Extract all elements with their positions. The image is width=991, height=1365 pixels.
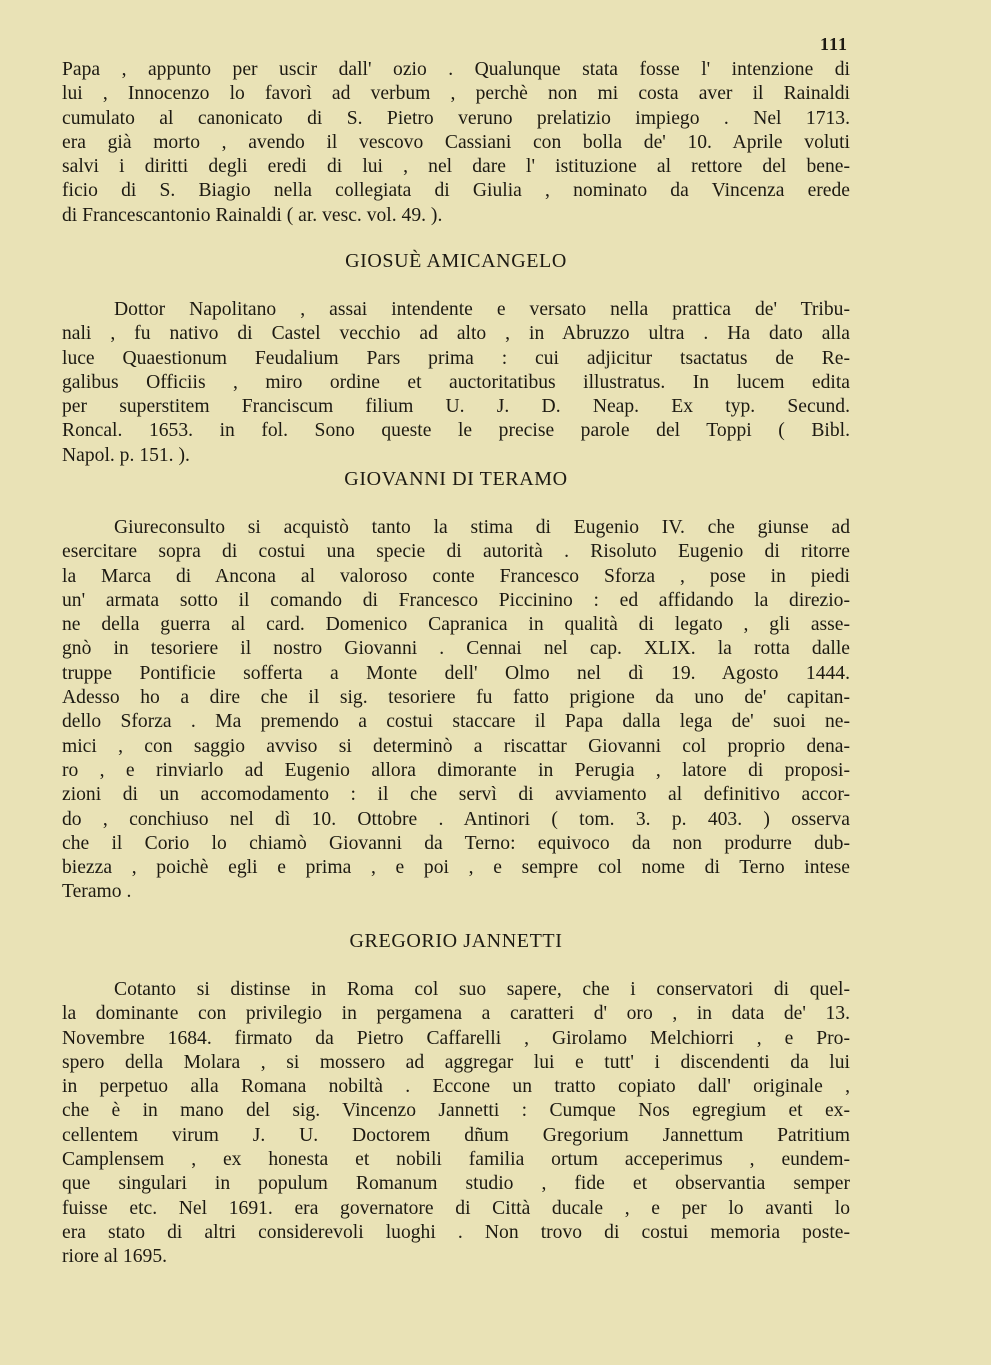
text-line: ne della guerra al card. Domenico Capranica in qualità di legato , gli asse- bbox=[62, 614, 850, 636]
text-line: in perpetuo alla Romana nobiltà . Eccone un tratto copiato dall' originale , bbox=[62, 1076, 850, 1098]
text-line: ro , e rinviarlo ad Eugenio allora dimorante in Perugia , latore di proposi- bbox=[62, 759, 850, 781]
text-line: Cotanto si distinse in Roma col suo sapere, che i conservatori di quel- bbox=[114, 979, 850, 1000]
text-line: spero della Molara , si mossero ad aggregar lui e tutt' i discendenti da lui bbox=[62, 1051, 850, 1073]
text-line: galibus Officiis , miro ordine et auctoritatibus illustratus. In lucem edita bbox=[62, 371, 850, 393]
section-heading-amicangelo: GIOSUÈ AMICANGELO bbox=[345, 250, 567, 272]
text-line: cellentem virum J. U. Doctorem dñum Gregorium Jannettum Patritium bbox=[62, 1124, 850, 1146]
text-line: Teramo . bbox=[62, 881, 132, 903]
text-line: truppe Pontificie sofferta a Monte dell' Olmo nel dì 19. Agosto 1444. bbox=[62, 662, 850, 684]
text-line: che il Corio lo chiamò Giovanni da Terno: equivoco da non produrre dub- bbox=[62, 832, 850, 854]
text-line: la dominante con privilegio in pergamena a caratteri d' oro , in data de' 13. bbox=[62, 1003, 850, 1025]
text-line: Giureconsulto si acquistò tanto la stima di Eugenio IV. che giunse ad bbox=[114, 517, 850, 538]
text-line: Papa , appunto per uscir dall' ozio . Qualunque stata fosse l' intenzione di bbox=[62, 59, 850, 80]
section-heading-jannetti: GREGORIO JANNETTI bbox=[349, 930, 563, 952]
text-line: Adesso ho a dire che il sig. tesoriere fu fatto prigione da uno de' capitan- bbox=[62, 687, 850, 709]
text-line: riore al 1695. bbox=[62, 1246, 168, 1268]
text-line: Novembre 1684. firmato da Pietro Caffarelli , Girolamo Melchiorri , e Pro- bbox=[62, 1027, 850, 1049]
text-line: luce Quaestionum Feudalium Pars prima : cui adjicitur tsactatus de Re- bbox=[62, 347, 850, 369]
text-line: esercitare sopra di costui una specie di autorità . Risoluto Eugenio di ritorre bbox=[62, 541, 850, 563]
text-line: cumulato al canonicato di S. Pietro veruno prelatizio impiego . Nel 1713. bbox=[62, 107, 850, 129]
text-line: un' armata sotto il comando di Francesco Piccinino : ed affidando la direzio- bbox=[62, 589, 850, 611]
text-line: la Marca di Ancona al valoroso conte Francesco Sforza , pose in piedi bbox=[62, 565, 850, 587]
text-line: dello Sforza . Ma premendo a costui staccare il Papa dalla lega de' suoi ne- bbox=[62, 711, 850, 733]
text-line: per superstitem Franciscum filium U. J. D. Neap. Ex typ. Secund. bbox=[62, 396, 850, 418]
text-line: mici , con saggio avviso si determinò a riscattar Giovanni col proprio dena- bbox=[62, 735, 850, 757]
text-line: Roncal. 1653. in fol. Sono queste le precise parole del Toppi ( Bibl. bbox=[62, 420, 850, 442]
text-line: Dottor Napolitano , assai intendente e versato nella prattica de' Tribu- bbox=[114, 299, 850, 320]
text-line: ficio di S. Biagio nella collegiata di Giulia , nominato da Vincenza erede bbox=[62, 180, 850, 202]
page-number: 111 bbox=[819, 34, 848, 54]
continued-paragraph bbox=[62, 58, 850, 228]
section-heading-teramo: GIOVANNI DI TERAMO bbox=[344, 468, 568, 490]
section-body-teramo bbox=[62, 516, 850, 905]
text-line: salvi i diritti degli eredi di lui , nel dare l' istituzione al rettore del bene- bbox=[62, 156, 850, 178]
text-line: nali , fu nativo di Castel vecchio ad alto , in Abruzzo ultra . Ha dato alla bbox=[62, 323, 850, 345]
section-body-jannetti bbox=[62, 978, 850, 1270]
text-line: di Francescantonio Rainaldi ( ar. vesc. vol. 49. ). bbox=[62, 204, 443, 226]
text-line: biezza , poichè egli e prima , e poi , e sempre col nome di Terno intese bbox=[62, 857, 850, 879]
text-line: lui , Innocenzo lo favorì ad verbum , perchè non mi costa aver il Rainaldi bbox=[62, 83, 850, 105]
text-line: do , conchiuso nel dì 10. Ottobre . Antinori ( tom. 3. p. 403. ) osserva bbox=[62, 808, 850, 830]
text-line: zioni di un accomodamento : il che servì di avviamento al definitivo accor- bbox=[62, 784, 850, 806]
text-line: fuisse etc. Nel 1691. era governatore di Città ducale , e per lo avanti lo bbox=[62, 1197, 850, 1219]
text-line: gnò in tesoriere il nostro Giovanni . Cennai nel cap. XLIX. la rotta dalle bbox=[62, 638, 850, 660]
text-line: que singulari in populum Romanum studio , fide et observantia semper bbox=[62, 1173, 850, 1195]
text-line: era già morto , avendo il vescovo Cassiani con bolla de' 10. Aprile voluti bbox=[62, 131, 850, 153]
text-line: era stato di altri considerevoli luoghi . Non trovo di costui memoria poste- bbox=[62, 1221, 850, 1243]
text-line: che è in mano del sig. Vincenzo Jannetti : Cumque Nos egregium et ex- bbox=[62, 1100, 850, 1122]
text-line: Camplensem , ex honesta et nobili familia ortum acceperimus , eundem- bbox=[62, 1149, 850, 1171]
text-line: Napol. p. 151. ). bbox=[62, 444, 190, 466]
section-body-amicangelo bbox=[62, 298, 850, 468]
